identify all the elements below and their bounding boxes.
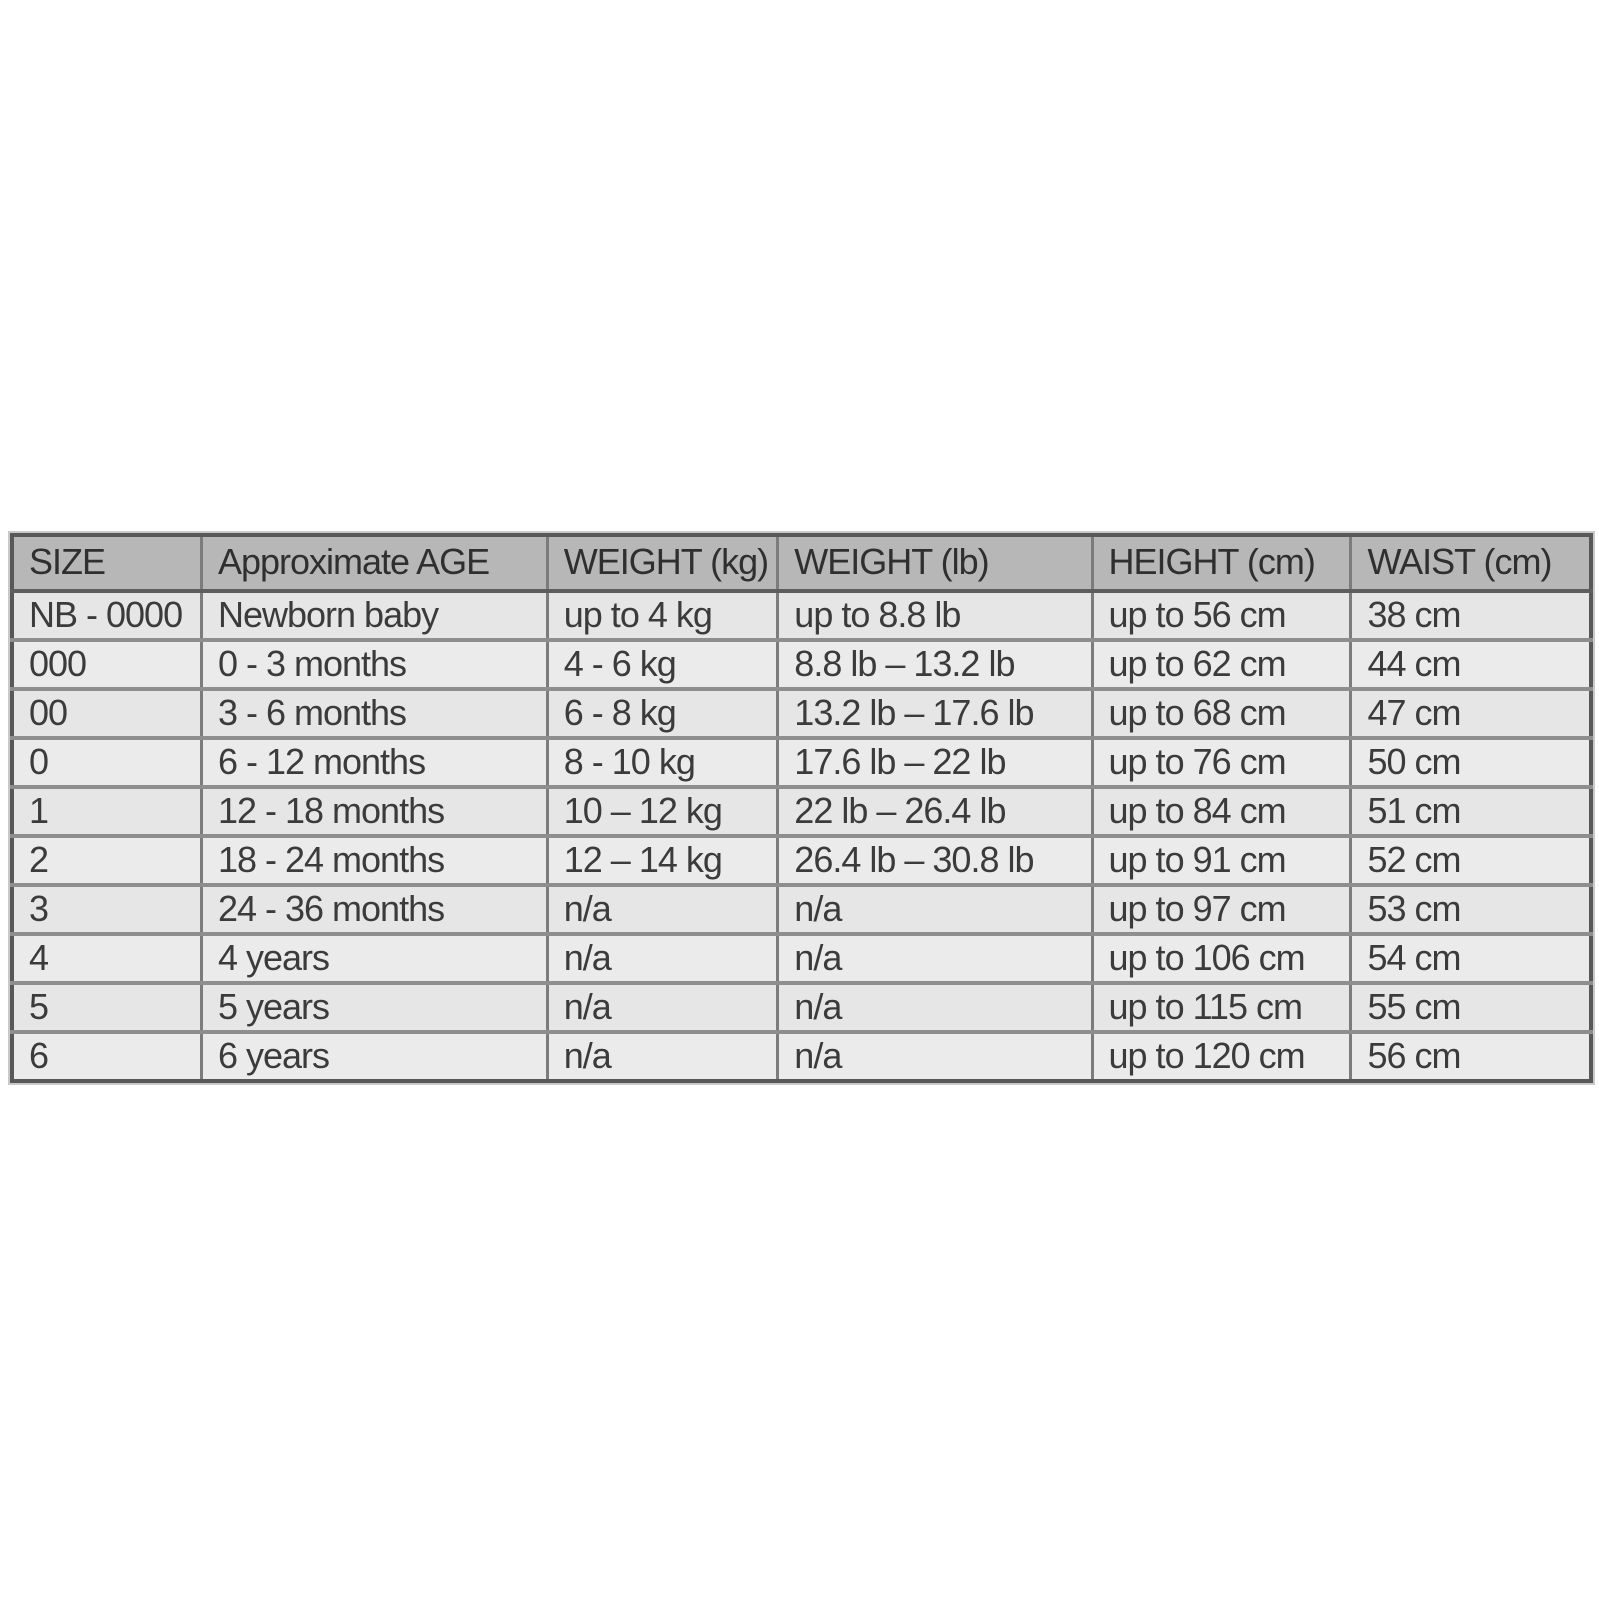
table-row	[12, 640, 1591, 689]
column-header-size: SIZE	[12, 535, 201, 591]
cell-weight-lb: 17.6 lb – 22 lb	[778, 738, 1092, 787]
cell-waist-cm: 53 cm	[1351, 885, 1591, 934]
cell-weight-lb: 13.2 lb – 17.6 lb	[778, 689, 1092, 738]
cell-waist-cm: 55 cm	[1351, 983, 1591, 1032]
table-row	[12, 934, 1591, 983]
cell-weight-lb: up to 8.8 lb	[778, 591, 1092, 640]
table-row	[12, 591, 1591, 640]
cell-height-cm: up to 106 cm	[1092, 934, 1351, 983]
header-row	[12, 535, 1591, 591]
cell-weight-kg: n/a	[547, 983, 778, 1032]
cell-age: 24 - 36 months	[201, 885, 547, 934]
cell-weight-lb: n/a	[778, 885, 1092, 934]
table-row	[12, 787, 1591, 836]
cell-waist-cm: 50 cm	[1351, 738, 1591, 787]
cell-size: 00	[12, 689, 201, 738]
cell-height-cm: up to 76 cm	[1092, 738, 1351, 787]
size-chart-table	[10, 533, 1593, 1083]
table-row	[12, 983, 1591, 1032]
cell-height-cm: up to 97 cm	[1092, 885, 1351, 934]
cell-waist-cm: 47 cm	[1351, 689, 1591, 738]
cell-age: 6 - 12 months	[201, 738, 547, 787]
cell-size: 3	[12, 885, 201, 934]
cell-weight-lb: 22 lb – 26.4 lb	[778, 787, 1092, 836]
cell-age: 12 - 18 months	[201, 787, 547, 836]
cell-age: 6 years	[201, 1032, 547, 1081]
cell-age: 5 years	[201, 983, 547, 1032]
cell-size: 2	[12, 836, 201, 885]
cell-height-cm: up to 120 cm	[1092, 1032, 1351, 1081]
column-header-age: Approximate AGE	[201, 535, 547, 591]
cell-size: 000	[12, 640, 201, 689]
cell-waist-cm: 54 cm	[1351, 934, 1591, 983]
cell-weight-lb: n/a	[778, 983, 1092, 1032]
table-row	[12, 738, 1591, 787]
cell-age: 3 - 6 months	[201, 689, 547, 738]
cell-weight-lb: 8.8 lb – 13.2 lb	[778, 640, 1092, 689]
cell-weight-lb: n/a	[778, 934, 1092, 983]
table-row	[12, 689, 1591, 738]
cell-height-cm: up to 84 cm	[1092, 787, 1351, 836]
table-row	[12, 1032, 1591, 1081]
column-header-height-cm: HEIGHT (cm)	[1092, 535, 1351, 591]
cell-size: 5	[12, 983, 201, 1032]
cell-age: 0 - 3 months	[201, 640, 547, 689]
cell-weight-kg: 10 – 12 kg	[547, 787, 778, 836]
cell-size: 4	[12, 934, 201, 983]
size-chart-container	[10, 533, 1593, 1083]
cell-height-cm: up to 68 cm	[1092, 689, 1351, 738]
cell-weight-kg: n/a	[547, 1032, 778, 1081]
cell-height-cm: up to 115 cm	[1092, 983, 1351, 1032]
cell-age: Newborn baby	[201, 591, 547, 640]
cell-weight-kg: 4 - 6 kg	[547, 640, 778, 689]
cell-waist-cm: 52 cm	[1351, 836, 1591, 885]
cell-weight-kg: 12 – 14 kg	[547, 836, 778, 885]
cell-height-cm: up to 56 cm	[1092, 591, 1351, 640]
cell-waist-cm: 51 cm	[1351, 787, 1591, 836]
cell-waist-cm: 44 cm	[1351, 640, 1591, 689]
cell-size: 6	[12, 1032, 201, 1081]
column-header-waist-cm: WAIST (cm)	[1351, 535, 1591, 591]
table-row	[12, 836, 1591, 885]
table-row	[12, 885, 1591, 934]
column-header-weight-lb: WEIGHT (lb)	[778, 535, 1092, 591]
cell-weight-lb: 26.4 lb – 30.8 lb	[778, 836, 1092, 885]
column-header-weight-kg: WEIGHT (kg)	[547, 535, 778, 591]
cell-height-cm: up to 62 cm	[1092, 640, 1351, 689]
cell-height-cm: up to 91 cm	[1092, 836, 1351, 885]
cell-size: 1	[12, 787, 201, 836]
cell-weight-kg: n/a	[547, 934, 778, 983]
cell-weight-lb: n/a	[778, 1032, 1092, 1081]
cell-age: 4 years	[201, 934, 547, 983]
cell-size: NB - 0000	[12, 591, 201, 640]
cell-weight-kg: n/a	[547, 885, 778, 934]
cell-waist-cm: 38 cm	[1351, 591, 1591, 640]
cell-age: 18 - 24 months	[201, 836, 547, 885]
cell-size: 0	[12, 738, 201, 787]
cell-weight-kg: up to 4 kg	[547, 591, 778, 640]
cell-weight-kg: 8 - 10 kg	[547, 738, 778, 787]
cell-waist-cm: 56 cm	[1351, 1032, 1591, 1081]
cell-weight-kg: 6 - 8 kg	[547, 689, 778, 738]
